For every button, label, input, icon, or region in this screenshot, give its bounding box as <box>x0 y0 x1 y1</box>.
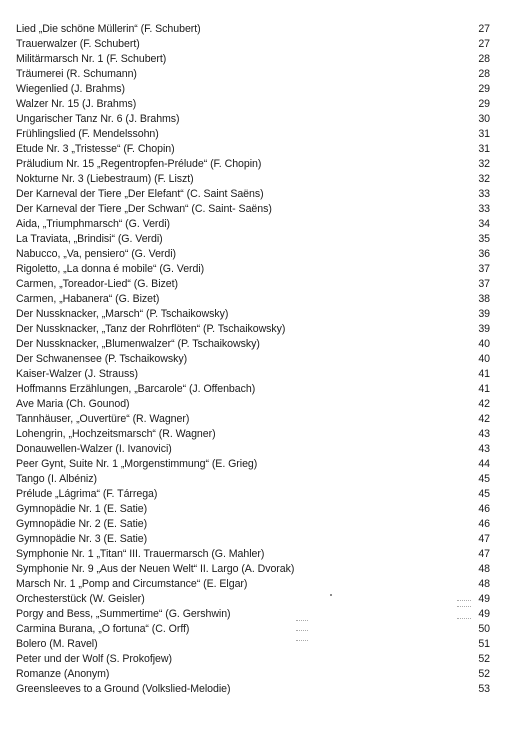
toc-entry <box>16 187 490 202</box>
entry-title: Der Karneval der Tiere „Der Schwan“ (C. Saint- Saëns) <box>16 203 272 215</box>
entry-title: Lied „Die schöne Müllerin“ (F. Schubert) <box>16 23 201 35</box>
entry-title: Präludium Nr. 15 „Regentropfen-Prélude“ (F. Chopin) <box>16 158 262 170</box>
entry-title: Orchesterstück (W. Geisler) <box>16 593 145 605</box>
entry-page-number: 48 <box>478 578 490 590</box>
toc-entry <box>16 667 490 682</box>
entry-title: Nokturne Nr. 3 (Liebestraum) (F. Liszt) <box>16 173 194 185</box>
entry-title: Wiegenlied (J. Brahms) <box>16 83 125 95</box>
entry-page-number: 45 <box>478 488 490 500</box>
toc-entry <box>16 442 490 457</box>
entry-title: Porgy and Bess, „Summertime“ (G. Gershwin) <box>16 608 231 620</box>
entry-page-number: 50 <box>478 623 490 635</box>
entry-title: Gymnopädie Nr. 2 (E. Satie) <box>16 518 148 530</box>
entry-title: Peer Gynt, Suite Nr. 1 „Morgenstimmung“ (E. Grieg) <box>16 458 258 470</box>
toc-entry <box>16 247 490 262</box>
entry-title: Gymnopädie Nr. 1 (E. Satie) <box>16 503 148 515</box>
toc-entry <box>16 682 490 697</box>
entry-page-number: 31 <box>478 143 490 155</box>
entry-title: Lohengrin, „Hochzeitsmarsch“ (R. Wagner) <box>16 428 216 440</box>
toc-entry <box>16 112 490 127</box>
entry-page-number: 29 <box>478 98 490 110</box>
table-of-contents <box>16 22 490 697</box>
entry-title: Aida, „Triumphmarsch“ (G. Verdi) <box>16 218 171 230</box>
entry-page-number: 37 <box>478 278 490 290</box>
toc-entry <box>16 472 490 487</box>
entry-title: Nabucco, „Va, pensiero“ (G. Verdi) <box>16 248 177 260</box>
scan-artifact <box>296 640 308 643</box>
entry-page-number: 28 <box>478 53 490 65</box>
entry-page-number: 47 <box>478 533 490 545</box>
entry-page-number: 43 <box>478 428 490 440</box>
entry-title: Carmen, „Habanera“ (G. Bizet) <box>16 293 160 305</box>
entry-page-number: 52 <box>478 668 490 680</box>
entry-page-number: 30 <box>478 113 490 125</box>
entry-title: Peter und der Wolf (S. Prokofjew) <box>16 653 172 665</box>
toc-entry <box>16 172 490 187</box>
entry-page-number: 45 <box>478 473 490 485</box>
entry-title: Bolero (M. Ravel) <box>16 638 98 650</box>
entry-page-number: 41 <box>478 368 490 380</box>
toc-entry <box>16 457 490 472</box>
entry-title: Hoffmanns Erzählungen, „Barcarole“ (J. Offenbach) <box>16 383 256 395</box>
toc-entry <box>16 322 490 337</box>
entry-title: Marsch Nr. 1 „Pomp and Circumstance“ (E. Elgar) <box>16 578 248 590</box>
entry-page-number: 41 <box>478 383 490 395</box>
toc-entry <box>16 232 490 247</box>
toc-entry <box>16 397 490 412</box>
entry-title: Der Nussknacker, „Blumenwalzer“ (P. Tschaikowsky) <box>16 338 260 350</box>
toc-entry <box>16 532 490 547</box>
entry-page-number: 47 <box>478 548 490 560</box>
entry-page-number: 27 <box>478 23 490 35</box>
toc-entry <box>16 592 490 607</box>
toc-entry <box>16 622 490 637</box>
toc-entry <box>16 277 490 292</box>
scan-artifact <box>457 618 471 621</box>
toc-entry <box>16 517 490 532</box>
scan-artifact <box>330 594 332 596</box>
entry-page-number: 42 <box>478 398 490 410</box>
toc-entry <box>16 352 490 367</box>
entry-page-number: 48 <box>478 563 490 575</box>
entry-title: Der Nussknacker, „Marsch“ (P. Tschaikowsky) <box>16 308 229 320</box>
entry-page-number: 52 <box>478 653 490 665</box>
entry-title: Träumerei (R. Schumann) <box>16 68 137 80</box>
toc-entry <box>16 562 490 577</box>
entry-title: Kaiser-Walzer (J. Strauss) <box>16 368 138 380</box>
toc-entry <box>16 127 490 142</box>
toc-entry <box>16 367 490 382</box>
toc-entry <box>16 217 490 232</box>
entry-title: Tango (I. Albéniz) <box>16 473 97 485</box>
entry-page-number: 42 <box>478 413 490 425</box>
entry-page-number: 46 <box>478 503 490 515</box>
entry-page-number: 49 <box>478 593 490 605</box>
entry-page-number: 53 <box>478 683 490 695</box>
entry-page-number: 32 <box>478 158 490 170</box>
entry-page-number: 28 <box>478 68 490 80</box>
toc-entry <box>16 142 490 157</box>
toc-entry <box>16 262 490 277</box>
entry-page-number: 34 <box>478 218 490 230</box>
toc-entry <box>16 412 490 427</box>
entry-title: Militärmarsch Nr. 1 (F. Schubert) <box>16 53 167 65</box>
entry-page-number: 35 <box>478 233 490 245</box>
entry-page-number: 44 <box>478 458 490 470</box>
entry-page-number: 38 <box>478 293 490 305</box>
entry-title: Etude Nr. 3 „Tristesse“ (F. Chopin) <box>16 143 175 155</box>
entry-page-number: 29 <box>478 83 490 95</box>
toc-entry <box>16 577 490 592</box>
toc-entry <box>16 547 490 562</box>
entry-title: Tannhäuser, „Ouvertüre“ (R. Wagner) <box>16 413 190 425</box>
toc-entry <box>16 202 490 217</box>
entry-title: Rigoletto, „La donna é mobile“ (G. Verdi) <box>16 263 205 275</box>
entry-title: Greensleeves to a Ground (Volkslied-Melodie) <box>16 683 231 695</box>
entry-title: Gymnopädie Nr. 3 (E. Satie) <box>16 533 148 545</box>
entry-title: La Traviata, „Brindisi“ (G. Verdi) <box>16 233 163 245</box>
toc-entry <box>16 607 490 622</box>
entry-page-number: 51 <box>478 638 490 650</box>
entry-page-number: 40 <box>478 353 490 365</box>
toc-entry <box>16 22 490 37</box>
entry-page-number: 27 <box>478 38 490 50</box>
toc-entry <box>16 292 490 307</box>
entry-page-number: 32 <box>478 173 490 185</box>
scan-artifact <box>296 620 308 623</box>
toc-entry <box>16 637 490 652</box>
entry-title: Ungarischer Tanz Nr. 6 (J. Brahms) <box>16 113 180 125</box>
toc-entry <box>16 52 490 67</box>
entry-page-number: 37 <box>478 263 490 275</box>
entry-page-number: 43 <box>478 443 490 455</box>
entry-page-number: 46 <box>478 518 490 530</box>
entry-title: Romanze (Anonym) <box>16 668 110 680</box>
entry-page-number: 39 <box>478 308 490 320</box>
toc-entry <box>16 157 490 172</box>
toc-entry <box>16 427 490 442</box>
entry-title: Prélude „Lágrima“ (F. Tárrega) <box>16 488 158 500</box>
toc-entry <box>16 652 490 667</box>
entry-title: Der Karneval der Tiere „Der Elefant“ (C. Saint Saëns) <box>16 188 264 200</box>
entry-title: Der Nussknacker, „Tanz der Rohrflöten“ (P. Tschaikowsky) <box>16 323 286 335</box>
entry-title: Walzer Nr. 15 (J. Brahms) <box>16 98 137 110</box>
toc-entry <box>16 382 490 397</box>
toc-entry <box>16 37 490 52</box>
entry-title: Symphonie Nr. 1 „Titan“ III. Trauermarsch (G. Mahler) <box>16 548 265 560</box>
scan-artifact <box>457 606 471 609</box>
entry-page-number: 33 <box>478 203 490 215</box>
toc-entry <box>16 307 490 322</box>
scan-artifact <box>457 600 471 603</box>
entry-title: Donauwellen-Walzer (I. Ivanovici) <box>16 443 172 455</box>
entry-title: Carmina Burana, „O fortuna“ (C. Orff) <box>16 623 190 635</box>
entry-page-number: 40 <box>478 338 490 350</box>
entry-title: Ave Maria (Ch. Gounod) <box>16 398 130 410</box>
toc-entry <box>16 487 490 502</box>
entry-page-number: 31 <box>478 128 490 140</box>
toc-entry <box>16 97 490 112</box>
scan-artifact <box>296 630 308 633</box>
entry-title: Der Schwanensee (P. Tschaikowsky) <box>16 353 188 365</box>
entry-title: Frühlingslied (F. Mendelssohn) <box>16 128 159 140</box>
toc-entry <box>16 502 490 517</box>
entry-page-number: 39 <box>478 323 490 335</box>
entry-title: Carmen, „Toreador-Lied“ (G. Bizet) <box>16 278 178 290</box>
toc-entry <box>16 67 490 82</box>
entry-page-number: 33 <box>478 188 490 200</box>
entry-page-number: 36 <box>478 248 490 260</box>
entry-title: Symphonie Nr. 9 „Aus der Neuen Welt“ II. Largo (A. Dvorak) <box>16 563 295 575</box>
toc-entry <box>16 337 490 352</box>
entry-title: Trauerwalzer (F. Schubert) <box>16 38 140 50</box>
toc-entry <box>16 82 490 97</box>
entry-page-number: 49 <box>478 608 490 620</box>
